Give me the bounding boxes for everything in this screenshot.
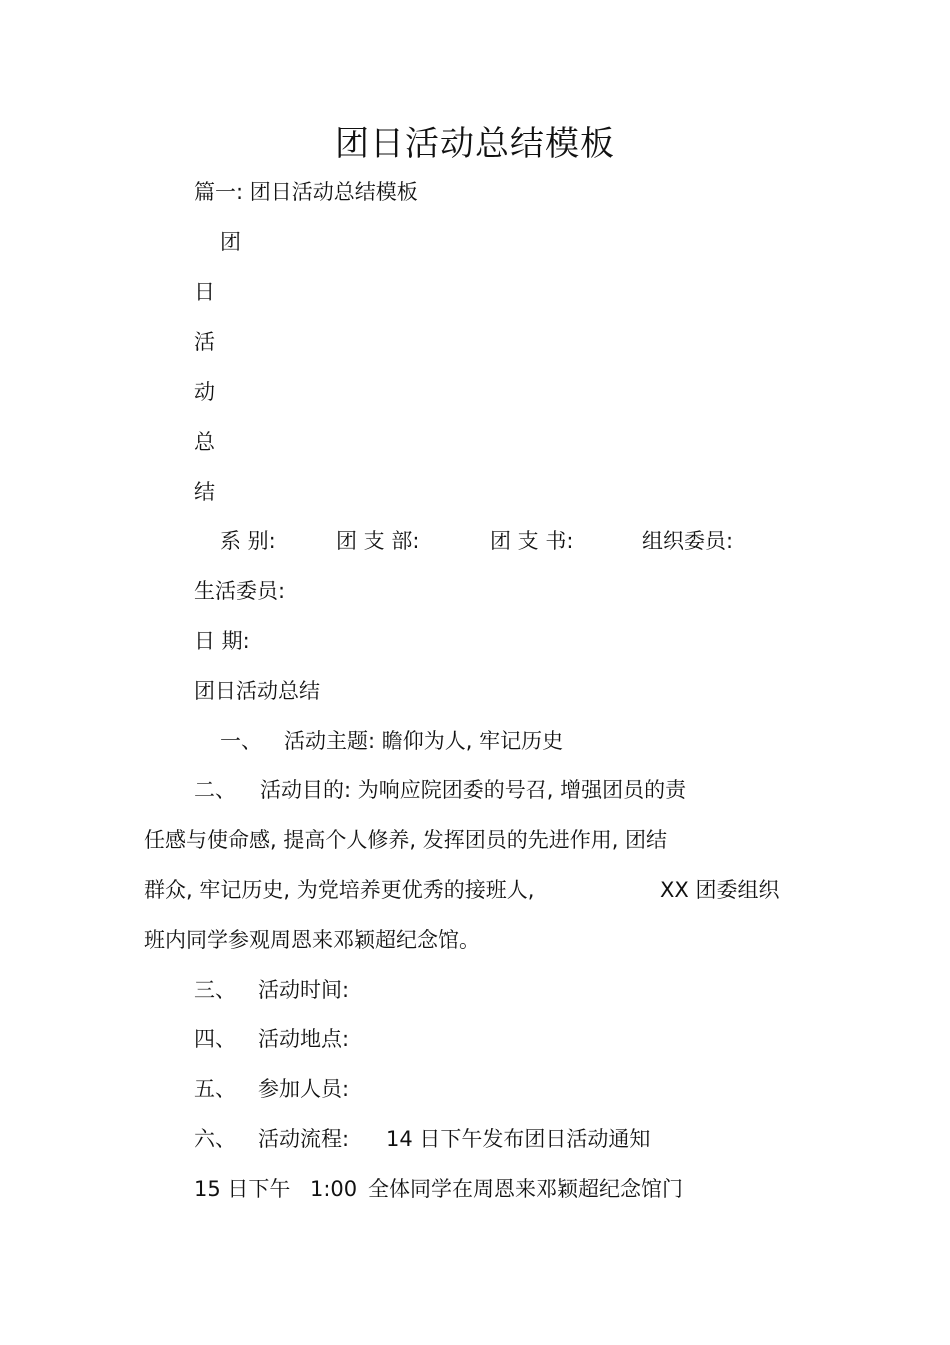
item6-line2-part3: 全体同学在周恩来邓颖超纪念馆门	[368, 1177, 683, 1201]
item4-number: 四、	[194, 1027, 236, 1051]
item6-line2-part1: 15 日下午	[194, 1177, 291, 1201]
item1-text: 活动主题: 瞻仰为人, 牢记历史	[284, 729, 564, 753]
vertical-char-1: 团	[220, 230, 241, 254]
item6-detail: 14 日下午发布团日活动通知	[386, 1127, 651, 1151]
vertical-char-3: 活	[194, 330, 215, 354]
field-org-member-label: 组织委员:	[642, 529, 734, 553]
field-secretary-label: 团 支 书:	[490, 529, 574, 553]
field-branch-label: 团 支 部:	[336, 529, 420, 553]
item3-number: 三、	[194, 978, 236, 1002]
field-life-member-label: 生活委员:	[194, 579, 286, 603]
vertical-char-4: 动	[194, 380, 215, 404]
summary-heading: 团日活动总结	[194, 679, 320, 703]
section-heading: 篇一: 团日活动总结模板	[194, 180, 418, 204]
field-dept-label: 系 别:	[220, 529, 276, 553]
item3-text: 活动时间:	[258, 978, 350, 1002]
item2-number: 二、	[194, 778, 236, 802]
item6-text: 活动流程:	[258, 1127, 350, 1151]
vertical-char-6: 结	[194, 480, 215, 504]
item2-line4: 班内同学参观周恩来邓颖超纪念馆。	[144, 928, 480, 952]
item6-line2-part2: 1:00	[310, 1177, 358, 1201]
document-title: 团日活动总结模板	[335, 124, 615, 164]
item6-number: 六、	[194, 1127, 236, 1151]
item2-line2: 任感与使命感, 提高个人修养, 发挥团员的先进作用, 团结	[144, 828, 668, 852]
field-date-label: 日 期:	[194, 629, 250, 653]
item2-text: 活动目的: 为响应院团委的号召, 增强团员的责	[260, 778, 687, 802]
item4-text: 活动地点:	[258, 1027, 350, 1051]
item2-line3-part1: 群众, 牢记历史, 为党培养更优秀的接班人,	[144, 878, 535, 902]
item1-number: 一、	[220, 729, 262, 753]
item5-text: 参加人员:	[258, 1077, 350, 1101]
vertical-char-5: 总	[194, 430, 215, 454]
vertical-char-2: 日	[194, 280, 215, 304]
item2-line3-part2: XX 团委组织	[660, 878, 780, 902]
item5-number: 五、	[194, 1077, 236, 1101]
